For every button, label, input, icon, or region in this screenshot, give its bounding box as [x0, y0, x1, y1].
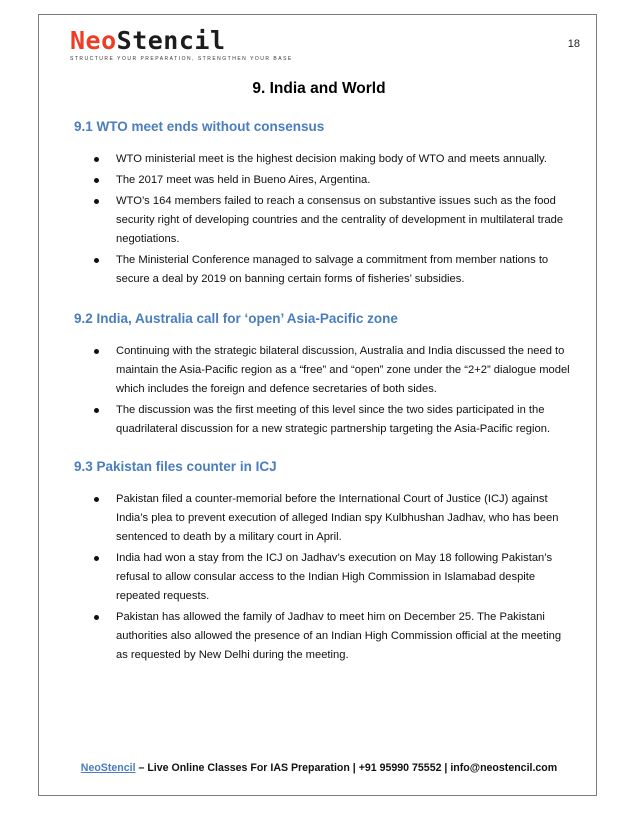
- bullet-list: [74, 490, 574, 665]
- section-india-australia: [74, 310, 574, 441]
- footer-brand-link[interactable]: NeoStencil: [80, 762, 136, 774]
- logo-stencil: Stencil: [116, 26, 226, 55]
- bullet-text: WTO’s 164 members failed to reach a consensus on substantive issues such as the food security right of developing countries and the centrality of development in multilateral trade negotiations.: [116, 195, 564, 245]
- bullet-dot-icon: [94, 556, 99, 561]
- chapter-title: 9. India and World: [252, 80, 386, 97]
- section-heading: 9.3 Pakistan files counter in ICJ: [74, 459, 277, 474]
- section-heading: 9.1 WTO meet ends without consensus: [74, 119, 325, 134]
- bullet-dot-icon: [94, 408, 99, 413]
- bullet-text: The Ministerial Conference managed to salvage a commitment from member nations to secure a deal by 2019 on banning certain forms of fisheries’ subsidies.: [116, 254, 549, 285]
- list-item: [74, 192, 574, 249]
- bullet-dot-icon: [94, 178, 99, 183]
- bullet-text: Pakistan has allowed the family of Jadhav to meet him on December 25. The Pakistani authorities also allowed the presence of an Indian High Commission official at the meeting as requested by New Delhi during the meeting.: [116, 611, 562, 661]
- logo-wordmark: [70, 27, 293, 55]
- bullet-text: WTO ministerial meet is the highest decision making body of WTO and meets annually.: [116, 153, 547, 165]
- list-item: [74, 608, 574, 665]
- list-item: [74, 171, 574, 190]
- list-item: [74, 150, 574, 169]
- bullet-text: Continuing with the strategic bilateral discussion, Australia and India discussed the need to maintain the Asia-Pacific region as a “free” and “open” zone under the “2+2” dialogue model which includes the foreign and defence secretaries of both sides.: [116, 345, 570, 395]
- bullet-list: [74, 150, 574, 289]
- bullet-dot-icon: [94, 258, 99, 263]
- section-wto: [74, 118, 574, 291]
- section-pakistan-icj: [74, 458, 574, 667]
- section-heading: 9.2 India, Australia call for ‘open’ Asia-Pacific zone: [74, 311, 398, 326]
- list-item: [74, 549, 574, 606]
- bullet-dot-icon: [94, 497, 99, 502]
- neostencil-logo: [70, 27, 293, 62]
- list-item: [74, 401, 574, 439]
- bullet-text: The discussion was the first meeting of this level since the two sides participated in the quadrilateral discussion for a new strategic partnership targeting the Asia-Pacific region.: [116, 404, 551, 435]
- bullet-dot-icon: [94, 349, 99, 354]
- list-item: [74, 251, 574, 289]
- bullet-dot-icon: [94, 157, 99, 162]
- bullet-dot-icon: [94, 615, 99, 620]
- list-item: [74, 490, 574, 547]
- logo-neo: Neo: [70, 26, 117, 55]
- logo-tagline: STRUCTURE YOUR PREPARATION, STRENGTHEN YOUR BASE: [70, 56, 293, 62]
- bullet-text: The 2017 meet was held in Bueno Aires, Argentina.: [116, 174, 371, 186]
- page-footer: [0, 762, 638, 774]
- list-item: [74, 342, 574, 399]
- page-number: 18: [567, 38, 580, 50]
- bullet-dot-icon: [94, 199, 99, 204]
- bullet-list: [74, 342, 574, 439]
- footer-text: – Live Online Classes For IAS Preparation | +91 95990 75552 | info@neostencil.com: [135, 762, 558, 774]
- bullet-text: Pakistan filed a counter-memorial before the International Court of Justice (ICJ) against India’s plea to prevent execution of alleged Indian spy Kulbhushan Jadhav, who has been sentenced to death by a military court in April.: [116, 493, 559, 543]
- bullet-text: India had won a stay from the ICJ on Jadhav’s execution on May 18 following Pakistan’s refusal to allow consular access to the Indian High Commission in Islamabad despite repeated requests.: [116, 552, 553, 602]
